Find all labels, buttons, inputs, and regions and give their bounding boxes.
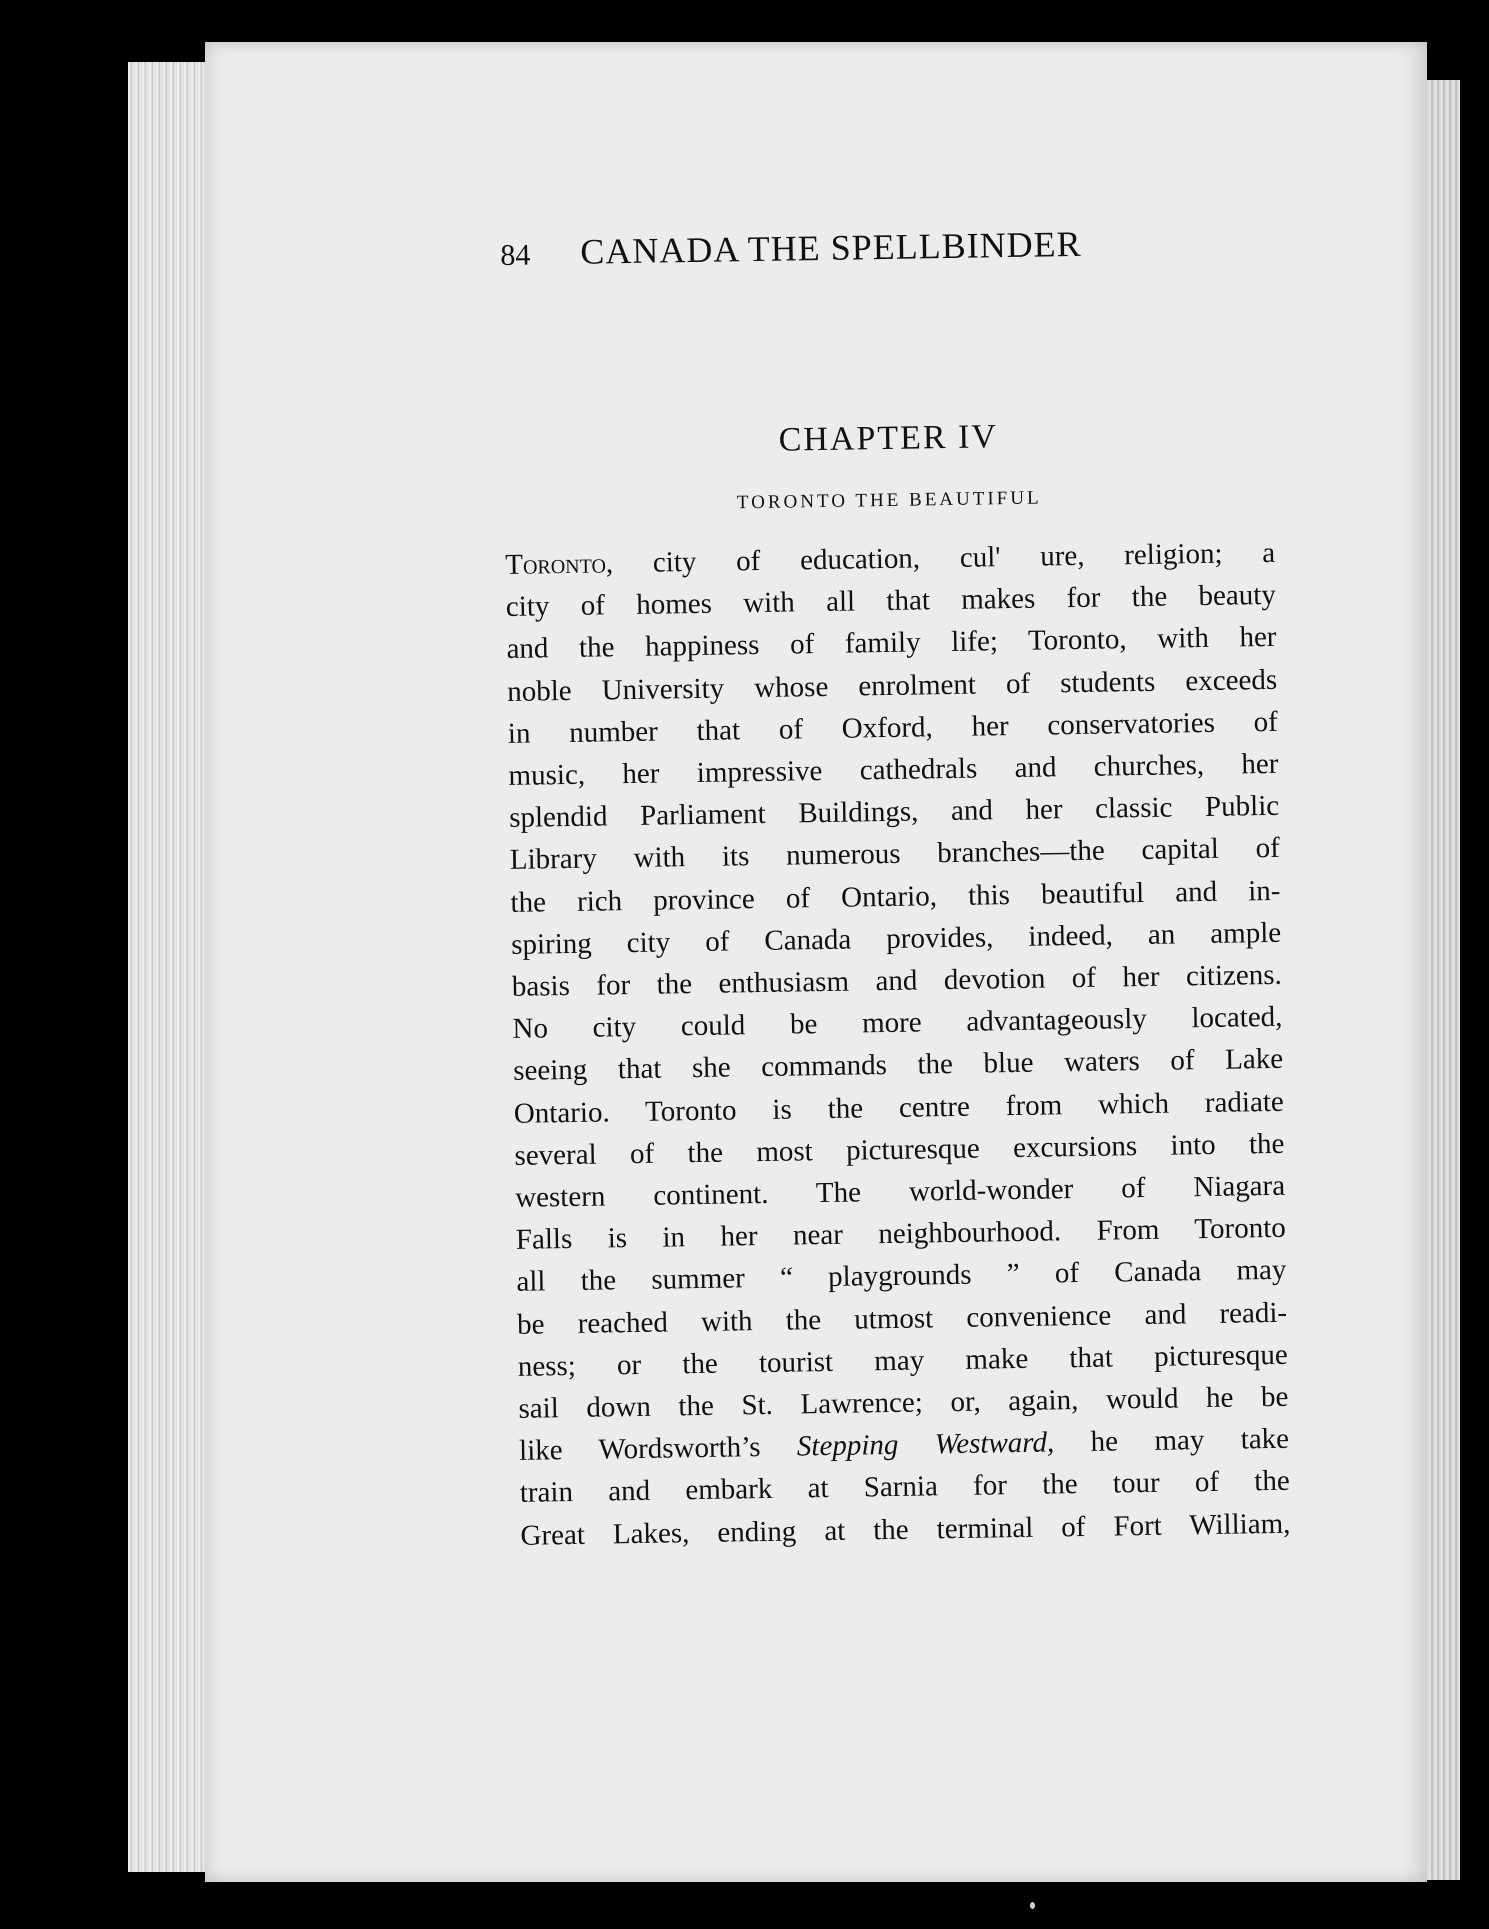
- body-line: music, her impressive cathedrals and churches, her: [508, 747, 1279, 792]
- body-line: basis for the enthusiasm and devotion of her citizens.: [511, 958, 1283, 1003]
- body-line: and the happiness of family life; Toronto, with her: [506, 621, 1277, 666]
- body-line: splendid Parliament Buildings, and her classic Public: [508, 790, 1280, 835]
- first-word: Toronto: [504, 547, 607, 581]
- body-line: city of homes with all that makes for the beauty: [505, 579, 1277, 624]
- line-1-rest: , city of education, cul' ure, religion; a: [605, 536, 1276, 580]
- italic-title: Stepping Westward,: [796, 1426, 1055, 1463]
- page-mark: [1030, 1902, 1035, 1909]
- body-line: all the summer “ playgrounds ” of Canada may: [516, 1254, 1287, 1299]
- body-line: Great Lakes, ending at the terminal of Fort William,: [520, 1507, 1291, 1552]
- book-page: [205, 42, 1427, 1882]
- body-line: several of the most picturesque excursions into the: [514, 1127, 1285, 1172]
- body-line: train and embark at Sarnia for the tour of the: [519, 1465, 1290, 1510]
- body-line: seeing that she commands the blue waters of Lake: [512, 1043, 1284, 1088]
- body-text: [505, 532, 1291, 1557]
- body-line: Falls is in her near neighbourhood. From Toronto: [515, 1212, 1286, 1257]
- body-line: Library with its numerous branches—the capital of: [509, 832, 1281, 877]
- body-line: be reached with the utmost convenience and readi-: [516, 1296, 1288, 1341]
- running-head: [500, 219, 1301, 296]
- body-line: No city could be more advantageously located,: [512, 1001, 1283, 1046]
- body-line: spiring city of Canada provides, indeed, an ample: [510, 916, 1282, 961]
- page-number: 84: [500, 238, 531, 272]
- body-line: western continent. The world-wonder of Niagara: [514, 1169, 1286, 1214]
- body-line: in number that of Oxford, her conservatories of: [507, 705, 1279, 750]
- line-22-start: like Wordsworth’s: [518, 1431, 761, 1468]
- body-line: sail down the St. Lawrence; or, again, would he be: [518, 1380, 1289, 1425]
- running-title: CANADA THE SPELLBINDER: [580, 223, 1082, 272]
- body-line: ness; or the tourist may make that picturesque: [517, 1338, 1288, 1383]
- body-line: noble University whose enrolment of students exceeds: [506, 663, 1278, 708]
- page-content: [500, 219, 1321, 1556]
- line-22-end: he may take: [1090, 1423, 1290, 1459]
- body-line: the rich province of Ontario, this beautiful and in-: [510, 874, 1281, 919]
- chapter-number: CHAPTER IV: [778, 418, 999, 459]
- chapter-title: TORONTO THE BEAUTIFUL: [736, 487, 1042, 514]
- body-line: Ontario. Toronto is the centre from which radiate: [513, 1085, 1285, 1130]
